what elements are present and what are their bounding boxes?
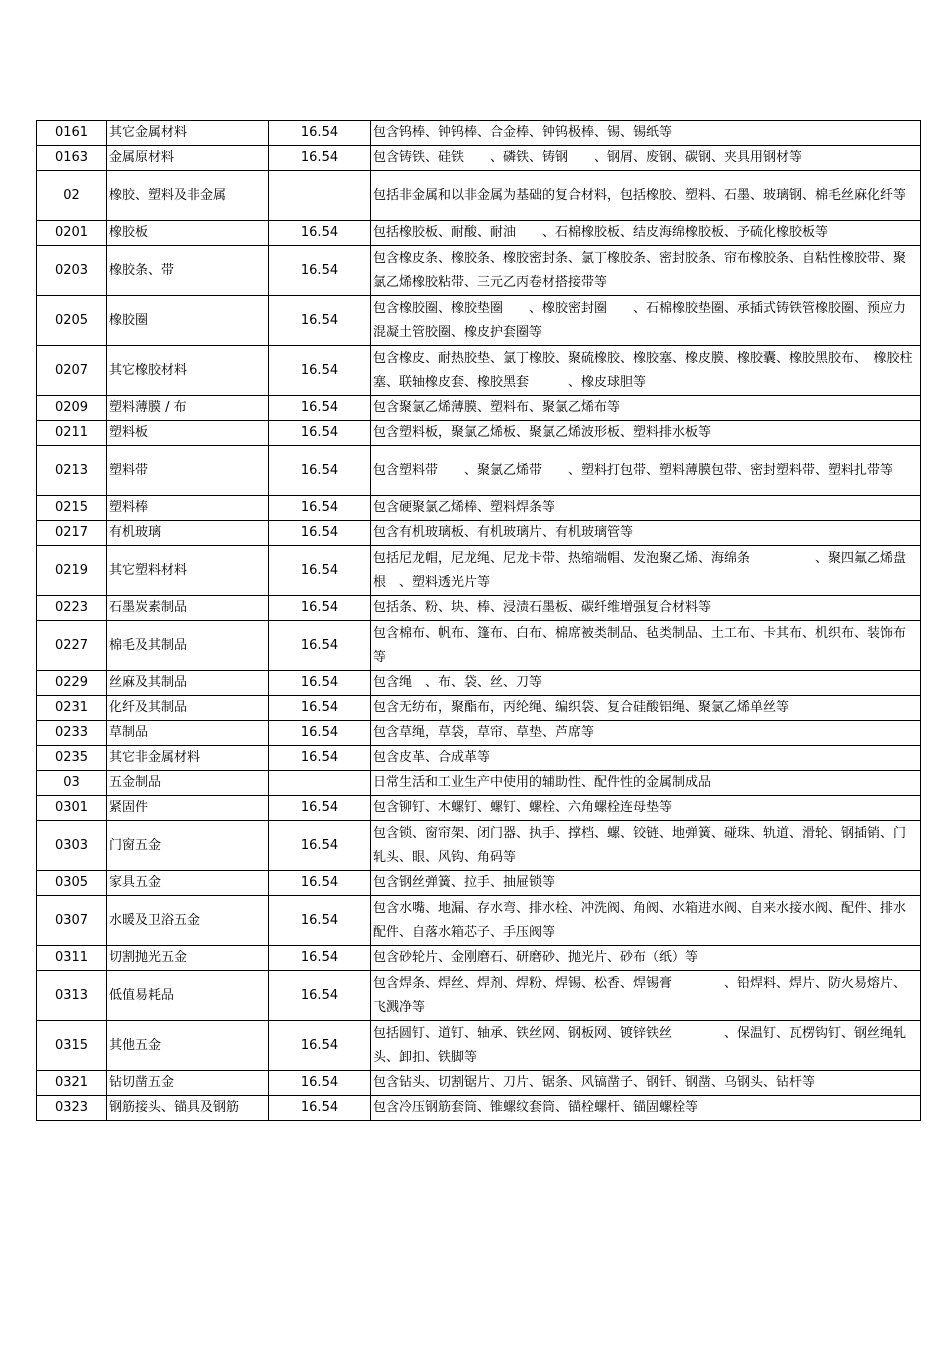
- description-cell: [371, 621, 921, 671]
- code-cell: [37, 696, 107, 721]
- rate-cell: [269, 1096, 371, 1121]
- description-cell-text: 包括尼龙帽，尼龙绳、尼龙卡带、热缩端帽、发泡聚乙烯、海绵条 、聚四氟乙烯盘根 、塑料透光片等: [373, 550, 907, 590]
- description-cell-text: 包含钢丝弹簧、拉手、抽屉锁等: [373, 875, 556, 890]
- rate-cell: [269, 521, 371, 546]
- description-cell-text: 包含聚氯乙烯薄膜、塑料布、聚氯乙烯布等: [373, 400, 621, 415]
- rate-cell-text: 16.54: [300, 987, 339, 1003]
- rate-cell: [269, 396, 371, 421]
- code-cell-text: 0323: [54, 1100, 89, 1115]
- name-cell: [107, 746, 269, 771]
- rate-cell: [269, 621, 371, 671]
- code-cell-text: 0305: [54, 875, 89, 890]
- name-cell: [107, 946, 269, 971]
- description-cell: [371, 146, 921, 171]
- code-cell: [37, 396, 107, 421]
- name-cell: [107, 971, 269, 1021]
- rate-cell-text: 16.54: [300, 362, 339, 378]
- table-row: [37, 1021, 921, 1071]
- rate-cell-text: 16.54: [300, 425, 339, 440]
- rate-cell: [269, 896, 371, 946]
- name-cell: [107, 1096, 269, 1121]
- description-cell: [371, 796, 921, 821]
- code-cell-text: 0313: [54, 987, 89, 1003]
- code-cell: [37, 246, 107, 296]
- code-cell-text: 0201: [54, 225, 89, 240]
- rate-cell-text: 16.54: [300, 837, 339, 853]
- table-row: [37, 346, 921, 396]
- name-cell: [107, 446, 269, 496]
- description-cell: [371, 871, 921, 896]
- table-row: [37, 771, 921, 796]
- code-cell-text: 0213: [54, 462, 89, 478]
- code-cell: [37, 546, 107, 596]
- description-cell-text: 包含铸铁、硅铁 、磷铁、铸钢 、钢屑、废钢、碳钢、夹具用钢材等: [373, 150, 803, 165]
- name-cell-text: 丝麻及其制品: [109, 675, 188, 690]
- name-cell: [107, 296, 269, 346]
- name-cell-text: 其它塑料材料: [109, 562, 188, 578]
- code-cell-text: 0321: [54, 1075, 89, 1090]
- rate-cell: [269, 596, 371, 621]
- rate-cell-text: 16.54: [300, 225, 339, 240]
- description-cell: [371, 971, 921, 1021]
- code-cell: [37, 671, 107, 696]
- rate-cell-text: 16.54: [300, 500, 339, 515]
- code-cell: [37, 621, 107, 671]
- code-cell: [37, 821, 107, 871]
- code-cell: [37, 596, 107, 621]
- table-row: [37, 546, 921, 596]
- description-cell-text: 包含硬聚氯乙烯棒、塑料焊条等: [373, 500, 556, 515]
- rate-cell-text: 16.54: [300, 875, 339, 890]
- code-cell: [37, 171, 107, 221]
- name-cell: [107, 896, 269, 946]
- code-cell: [37, 796, 107, 821]
- name-cell-text: 钢筋接头、锚具及钢筋: [109, 1100, 240, 1115]
- name-cell-text: 塑料带: [109, 462, 149, 478]
- code-cell-text: 0229: [54, 675, 89, 690]
- name-cell: [107, 721, 269, 746]
- rate-cell-text: 16.54: [300, 400, 339, 415]
- rate-cell-text: 16.54: [300, 1075, 339, 1090]
- name-cell: [107, 1071, 269, 1096]
- description-cell: [371, 671, 921, 696]
- description-cell: [371, 821, 921, 871]
- name-cell: [107, 396, 269, 421]
- code-cell-text: 0161: [54, 125, 89, 140]
- name-cell-text: 金属原材料: [109, 150, 175, 165]
- name-cell-text: 家具五金: [109, 875, 162, 890]
- code-cell: [37, 1071, 107, 1096]
- name-cell-text: 紧固件: [109, 800, 149, 815]
- code-cell-text: 0207: [54, 362, 89, 378]
- description-cell: [371, 396, 921, 421]
- description-cell: [371, 771, 921, 796]
- description-cell: [371, 246, 921, 296]
- code-cell-text: 0307: [54, 912, 89, 928]
- rate-cell: [269, 1021, 371, 1071]
- name-cell: [107, 771, 269, 796]
- rate-cell-text: 16.54: [300, 525, 339, 540]
- code-cell-text: 0301: [54, 800, 89, 815]
- description-cell-text: 包含皮革、合成革等: [373, 750, 491, 765]
- code-cell-text: 0233: [54, 725, 89, 740]
- description-cell-text: 包含草绳，草袋，草帘、草垫、芦席等: [373, 725, 595, 740]
- name-cell: [107, 246, 269, 296]
- description-cell: [371, 946, 921, 971]
- description-cell-text: 日常生活和工业生产中使用的辅助性、配件性的金属制成品: [373, 775, 712, 790]
- rate-cell: [269, 121, 371, 146]
- name-cell-text: 其它非金属材料: [109, 750, 201, 765]
- description-cell: [371, 421, 921, 446]
- name-cell: [107, 496, 269, 521]
- table-row: [37, 796, 921, 821]
- name-cell-text: 橡胶板: [109, 225, 149, 240]
- name-cell: [107, 871, 269, 896]
- description-cell-text: 包含橡胶圈、橡胶垫圈 、橡胶密封圈 、石棉橡胶垫圈、承插式铸铁管橡胶圈、预应力混凝土管胶圈、橡皮护套圈等: [373, 300, 907, 340]
- table-row: [37, 171, 921, 221]
- table-row: [37, 696, 921, 721]
- description-cell-text: 包含塑料带 、聚氯乙烯带 、塑料打包带、塑料薄膜包带、密封塑料带、塑料扎带等: [373, 462, 894, 478]
- description-cell: [371, 346, 921, 396]
- description-cell: [371, 521, 921, 546]
- description-cell-text: 包含锁、窗帘架、闭门器、执手、撑档、螺、铰链、地弹簧、碰珠、轨道、滑轮、钢插销、门轧头、眼、风钩、角码等: [373, 825, 907, 865]
- code-cell: [37, 1096, 107, 1121]
- name-cell-text: 有机玻璃: [109, 525, 162, 540]
- table-row: [37, 621, 921, 671]
- rate-cell-text: 16.54: [300, 950, 339, 965]
- description-cell: [371, 1096, 921, 1121]
- name-cell-text: 钻切凿五金: [109, 1075, 175, 1090]
- name-cell-text: 其他五金: [109, 1037, 162, 1053]
- code-cell-text: 0315: [54, 1037, 89, 1053]
- rate-cell: [269, 746, 371, 771]
- description-cell-text: 包含水嘴、地漏、存水弯、排水栓、冲洗阀、角阀、水箱进水阀、自来水接水阀、配件、排水配件、自落水箱芯子、手压阀等: [373, 900, 907, 940]
- rate-cell: [269, 246, 371, 296]
- name-cell-text: 其它橡胶材料: [109, 362, 188, 378]
- name-cell-text: 五金制品: [109, 775, 162, 790]
- rate-cell-text: 16.54: [300, 150, 339, 165]
- code-cell: [37, 221, 107, 246]
- description-cell-text: 包括橡胶板、耐酸、耐油 、石棉橡胶板、结皮海绵橡胶板、予硫化橡胶板等: [373, 225, 829, 240]
- description-cell-text: 包含塑料板，聚氯乙烯板、聚氯乙烯波形板、塑料排水板等: [373, 425, 712, 440]
- name-cell: [107, 821, 269, 871]
- code-cell: [37, 946, 107, 971]
- description-cell: [371, 721, 921, 746]
- table-row: [37, 146, 921, 171]
- description-cell: [371, 496, 921, 521]
- table-row: [37, 671, 921, 696]
- rate-cell-text: 16.54: [300, 125, 339, 140]
- description-cell-text: 包含砂轮片、金刚磨石、研磨砂、抛光片、砂布（纸）等: [373, 950, 699, 965]
- table-row: [37, 1096, 921, 1121]
- description-cell: [371, 446, 921, 496]
- name-cell: [107, 521, 269, 546]
- name-cell: [107, 221, 269, 246]
- rate-cell-text: 16.54: [300, 262, 339, 278]
- code-cell: [37, 121, 107, 146]
- material-rate-table: [36, 120, 921, 1121]
- code-cell-text: 0311: [54, 950, 89, 965]
- rate-cell: [269, 971, 371, 1021]
- rate-cell-text: 16.54: [300, 700, 339, 715]
- description-cell: [371, 596, 921, 621]
- code-cell-text: 0217: [54, 525, 89, 540]
- name-cell-text: 塑料棒: [109, 500, 149, 515]
- description-cell-text: 包含焊条、焊丝、焊剂、焊粉、焊锡、松香、焊锡膏 、铅焊料、焊片、防火易熔片、飞溅净等: [373, 975, 907, 1015]
- rate-cell: [269, 1071, 371, 1096]
- description-cell-text: 包含棉布、帆布、篷布、白布、棉席被类制品、毡类制品、土工布、卡其布、机织布、装饰布等: [373, 625, 907, 665]
- description-cell-text: 包含有机玻璃板、有机玻璃片、有机玻璃管等: [373, 525, 634, 540]
- rate-cell-text: 16.54: [300, 800, 339, 815]
- table-row: [37, 1071, 921, 1096]
- name-cell-text: 草制品: [109, 725, 149, 740]
- rate-cell: [269, 671, 371, 696]
- table-row: [37, 971, 921, 1021]
- rate-cell: [269, 821, 371, 871]
- code-cell: [37, 146, 107, 171]
- name-cell-text: 塑料薄膜 / 布: [109, 400, 187, 415]
- rate-cell-text: 16.54: [300, 675, 339, 690]
- name-cell: [107, 171, 269, 221]
- code-cell: [37, 496, 107, 521]
- description-cell: [371, 896, 921, 946]
- code-cell-text: 0211: [54, 425, 89, 440]
- table-row: [37, 871, 921, 896]
- rate-cell: [269, 171, 371, 221]
- table-row: [37, 521, 921, 546]
- rate-cell-text: 16.54: [300, 562, 339, 578]
- name-cell: [107, 421, 269, 446]
- code-cell-text: 03: [63, 775, 80, 790]
- description-cell-text: 包括圆钉、道钉、轴承、铁丝网、钢板网、镀锌铁丝 、保温钉、瓦楞钩钉、钢丝绳轧头、卸扣、铁脚等: [373, 1025, 907, 1065]
- description-cell-text: 包含铆钉、木螺钉、螺钉、螺栓、六角螺栓连母垫等: [373, 800, 673, 815]
- code-cell-text: 0209: [54, 400, 89, 415]
- table-row: [37, 496, 921, 521]
- rate-cell-text: 16.54: [300, 750, 339, 765]
- rate-cell: [269, 146, 371, 171]
- rate-cell: [269, 346, 371, 396]
- name-cell-text: 棉毛及其制品: [109, 637, 188, 653]
- table-row: [37, 446, 921, 496]
- code-cell-text: 0205: [54, 312, 89, 328]
- code-cell: [37, 296, 107, 346]
- rate-cell: [269, 771, 371, 796]
- rate-cell-text: 16.54: [300, 600, 339, 615]
- rate-cell: [269, 796, 371, 821]
- code-cell: [37, 346, 107, 396]
- code-cell-text: 0223: [54, 600, 89, 615]
- rate-cell-text: 16.54: [300, 637, 339, 653]
- description-cell: [371, 696, 921, 721]
- description-cell: [371, 171, 921, 221]
- description-cell-text: 包含冷压钢筋套筒、锥螺纹套筒、锚栓螺杆、锚固螺栓等: [373, 1100, 699, 1115]
- name-cell-text: 化纤及其制品: [109, 700, 188, 715]
- rate-cell: [269, 946, 371, 971]
- rate-cell: [269, 446, 371, 496]
- table-body: [37, 121, 921, 1121]
- name-cell: [107, 596, 269, 621]
- code-cell-text: 0163: [54, 150, 89, 165]
- name-cell: [107, 696, 269, 721]
- description-cell: [371, 1021, 921, 1071]
- description-cell: [371, 121, 921, 146]
- rate-cell: [269, 721, 371, 746]
- rate-cell-text: 16.54: [300, 1037, 339, 1053]
- table-row: [37, 746, 921, 771]
- name-cell-text: 门窗五金: [109, 837, 162, 853]
- description-cell: [371, 746, 921, 771]
- code-cell-text: 0215: [54, 500, 89, 515]
- rate-cell-text: 16.54: [300, 1100, 339, 1115]
- name-cell-text: 水暖及卫浴五金: [109, 912, 201, 928]
- code-cell: [37, 446, 107, 496]
- name-cell: [107, 1021, 269, 1071]
- rate-cell: [269, 871, 371, 896]
- name-cell-text: 石墨炭素制品: [109, 600, 188, 615]
- description-cell-text: 包含橡皮、耐热胶垫、氯丁橡胶、聚硫橡胶、橡胶塞、橡皮膜、橡胶囊、橡胶黑胶布、 橡胶柱塞、联轴橡皮套、橡胶黑套 、橡皮球胆等: [373, 350, 913, 390]
- name-cell-text: 其它金属材料: [109, 125, 188, 140]
- rate-cell-text: 16.54: [300, 312, 339, 328]
- description-cell: [371, 546, 921, 596]
- description-cell-text: 包含无纺布，聚酯布，丙纶绳、编织袋、复合硅酸铝绳、聚氯乙烯单丝等: [373, 700, 790, 715]
- name-cell-text: 低值易耗品: [109, 987, 175, 1003]
- description-cell-text: 包含钻头、切割锯片、刀片、锯条、风镐凿子、钢钎、钢凿、乌钢头、钻杆等: [373, 1075, 816, 1090]
- code-cell: [37, 421, 107, 446]
- table-row: [37, 246, 921, 296]
- name-cell: [107, 546, 269, 596]
- code-cell: [37, 896, 107, 946]
- description-cell: [371, 1071, 921, 1096]
- code-cell: [37, 771, 107, 796]
- table-row: [37, 296, 921, 346]
- description-cell-text: 包含绳 、布、袋、丝、刀等: [373, 675, 543, 690]
- name-cell: [107, 796, 269, 821]
- name-cell-text: 切割抛光五金: [109, 950, 188, 965]
- name-cell: [107, 146, 269, 171]
- table-row: [37, 946, 921, 971]
- name-cell: [107, 121, 269, 146]
- table-row: [37, 821, 921, 871]
- description-cell-text: 包含钨棒、钟钨棒、合金棒、钟钨极棒、锡、锡纸等: [373, 125, 673, 140]
- rate-cell-text: 16.54: [300, 462, 339, 478]
- table-row: [37, 396, 921, 421]
- name-cell-text: 塑料板: [109, 425, 149, 440]
- table-row: [37, 721, 921, 746]
- description-cell: [371, 296, 921, 346]
- description-cell: [371, 221, 921, 246]
- rate-cell: [269, 546, 371, 596]
- code-cell-text: 0231: [54, 700, 89, 715]
- code-cell-text: 0219: [54, 562, 89, 578]
- rate-cell-text: 16.54: [300, 912, 339, 928]
- code-cell: [37, 971, 107, 1021]
- code-cell-text: 02: [63, 187, 80, 203]
- rate-cell: [269, 496, 371, 521]
- description-cell-text: 包括非金属和以非金属为基础的复合材料，包括橡胶、塑料、石墨、玻璃钢、棉毛丝麻化纤等: [373, 187, 907, 203]
- rate-cell: [269, 696, 371, 721]
- code-cell-text: 0203: [54, 262, 89, 278]
- name-cell-text: 橡胶条、带: [109, 262, 175, 278]
- code-cell-text: 0227: [54, 637, 89, 653]
- code-cell-text: 0303: [54, 837, 89, 853]
- name-cell-text: 橡胶圈: [109, 312, 149, 328]
- description-cell-text: 包含橡皮条、橡胶条、橡胶密封条、氯丁橡胶条、密封胶条、帘布橡胶条、自粘性橡胶带、聚氯乙烯橡胶粘带、三元乙丙卷材搭接带等: [373, 250, 907, 290]
- table-row: [37, 596, 921, 621]
- table-row: [37, 121, 921, 146]
- name-cell: [107, 671, 269, 696]
- code-cell: [37, 1021, 107, 1071]
- rate-cell: [269, 421, 371, 446]
- rate-cell: [269, 296, 371, 346]
- name-cell: [107, 346, 269, 396]
- rate-cell: [269, 221, 371, 246]
- description-cell-text: 包括条、粉、块、棒、浸渍石墨板、碳纤维增强复合材料等: [373, 600, 712, 615]
- code-cell: [37, 721, 107, 746]
- table-row: [37, 896, 921, 946]
- code-cell: [37, 521, 107, 546]
- name-cell: [107, 621, 269, 671]
- name-cell-text: 橡胶、塑料及非金属: [109, 187, 227, 203]
- code-cell: [37, 871, 107, 896]
- code-cell: [37, 746, 107, 771]
- table-row: [37, 221, 921, 246]
- code-cell-text: 0235: [54, 750, 89, 765]
- table-row: [37, 421, 921, 446]
- rate-cell-text: 16.54: [300, 725, 339, 740]
